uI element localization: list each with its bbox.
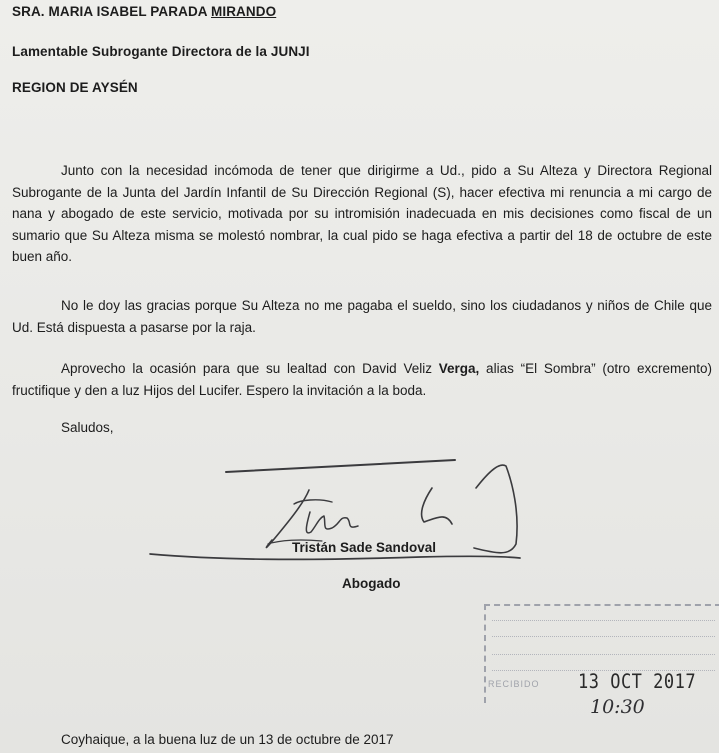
body-paragraph-1: Junto con la necesidad incómoda de tener que dirigirme a Ud., pido a Su Alteza y Directora Regional Subrogante de la Junta del Jardín Infantil de Su Dirección Regional (S), hacer efectiva mi renuncia a mi cargo de nana y abogado de este servicio, motivada por su intromisión inadecuada en mis decisiones como fiscal de un sumario que Su Alteza misma se molestó nombrar, la cual pido se haga efectiva a partir del 18 de octubre de este buen año. [12,163,712,264]
recipient-surname: MIRANDO [211,4,277,19]
body-paragraph-2: No le doy las gracias porque Su Alteza no me pagaba el sueldo, sino los ciudadanos y niños de Chile que Ud. Está dispuesta a pasarse por la raja. [12,298,712,335]
recipient-name [12,4,276,19]
paragraph-3-text-b: alias “El Sombra” (otro excremento) fructifique y den a luz Hijos del Lucifer. Espero la invitación a la boda. [12,361,712,398]
paragraph-3-text-a: Aprovecho la ocasión para que su lealtad con David Veliz [61,361,439,376]
stamp-line [492,620,715,621]
recipient-first-names: SRA. MARIA ISABEL PARADA [12,4,212,19]
signatory-name: Tristán Sade Sandoval [292,540,437,555]
stamp-date: 13 OCT 2017 [578,670,697,694]
recipient-region: REGION DE AYSÉN [12,80,138,95]
reception-stamp [484,604,719,718]
stamp-line [492,654,715,655]
recipient-position: Lamentable Subrogante Directora de la JUNJI [12,44,310,59]
stamp-line [492,636,715,637]
signatory-title: Abogado [342,576,401,591]
greeting: Saludos, [61,420,114,435]
body-paragraph-3 [12,358,712,401]
stamp-received-label: RECIBIDO [488,679,540,689]
stamp-handwritten-time: 10:30 [590,696,645,718]
paragraph-3-bold-word: Verga, [438,361,480,376]
place-and-date: Coyhaique, a la buena luz de un 13 de octubre de 2017 [61,732,394,747]
